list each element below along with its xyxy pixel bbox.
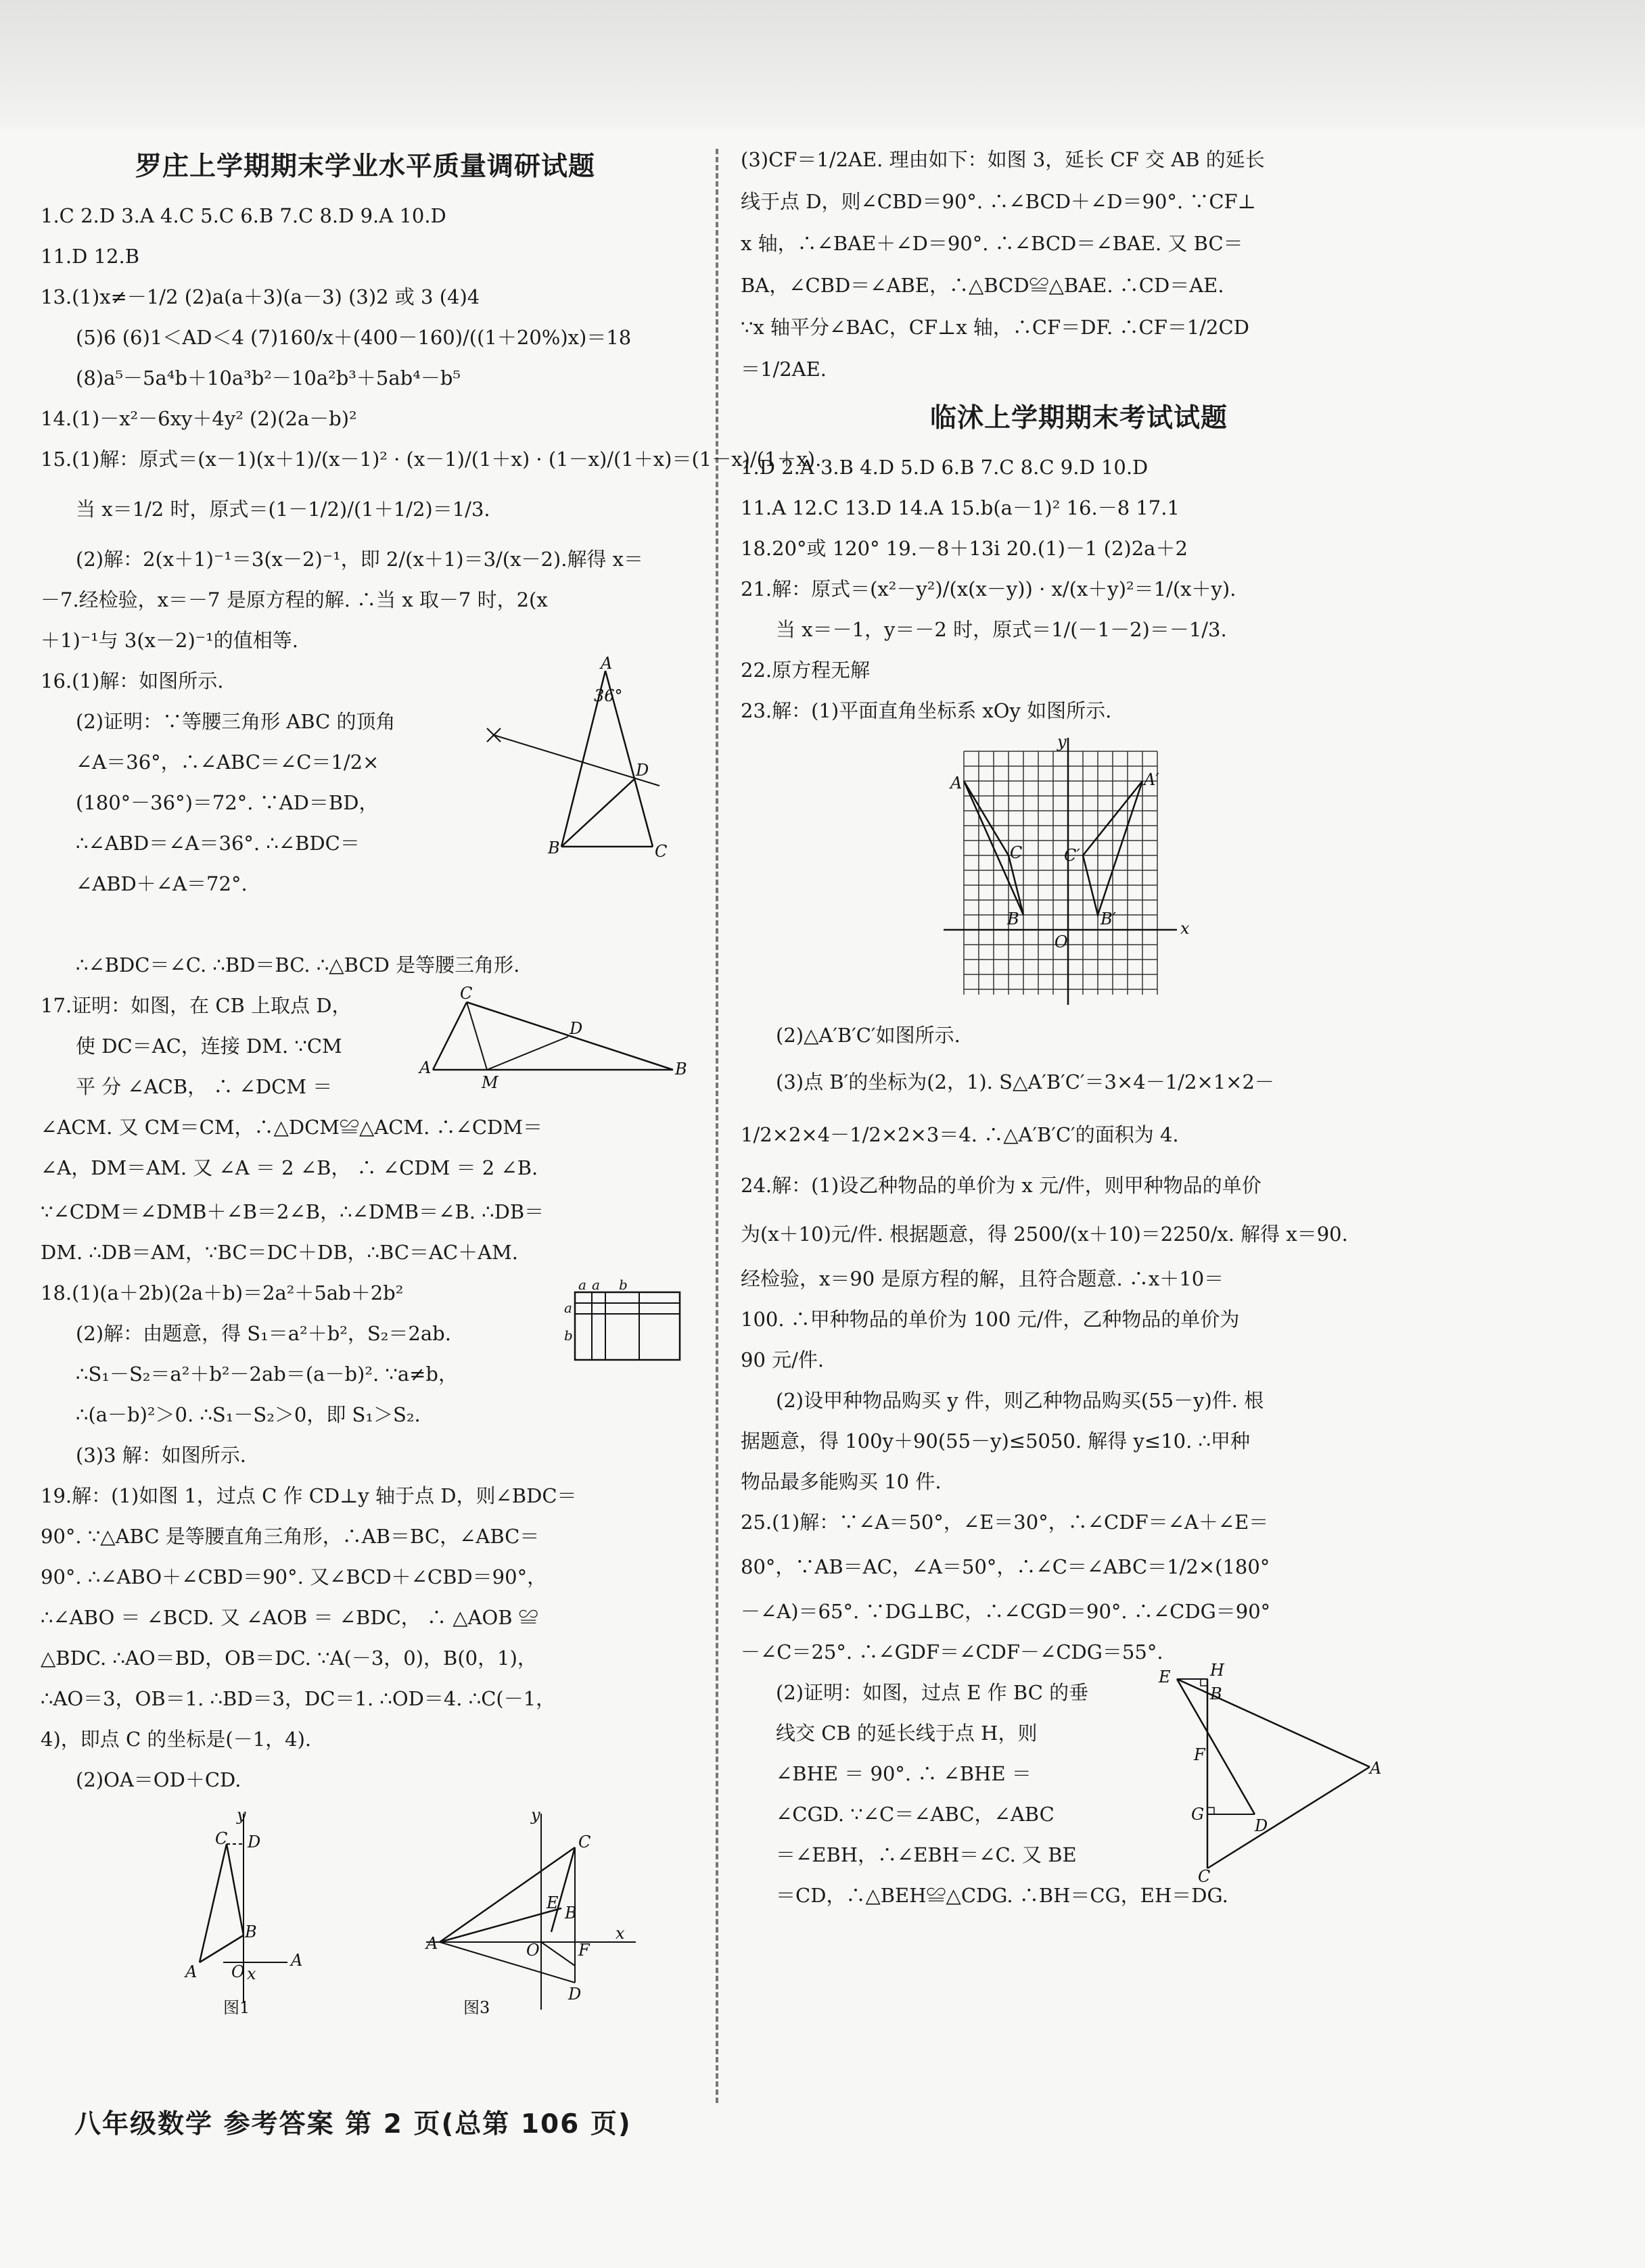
svg-text:O: O [1055, 932, 1068, 951]
svg-text:C: C [1010, 843, 1023, 862]
svg-text:A: A [950, 774, 963, 793]
answer-line: 4)，即点 C 的坐标是(－1，4). [41, 1728, 312, 1751]
answer-line: －∠A)＝65°. ∵DG⊥BC，∴∠CGD＝90°. ∴∠CDG＝90° [741, 1600, 1271, 1623]
svg-text:36°: 36° [594, 686, 623, 705]
answer-line: (2)解：由题意，得 S₁＝a²＋b²，S₂＝2ab. [76, 1322, 451, 1345]
answer-line: 1/2×2×4－1/2×2×3＝4. ∴△A′B′C′的面积为 4. [741, 1123, 1179, 1146]
svg-text:O: O [231, 1962, 245, 1981]
answer-line: 90°. ∴∠ABO＋∠CBD＝90°. 又∠BCD＋∠CBD＝90°， [41, 1565, 547, 1588]
answer-line: ∴∠BDC＝∠C. ∴BD＝BC. ∴△BCD 是等腰三角形. [76, 953, 520, 976]
svg-text:A: A [601, 654, 613, 673]
answer-line: 18.20°或 120° 19.－8＋13i 20.(1)－1 (2)2a＋2 [741, 537, 1188, 560]
answer-line: 14.(1)－x²－6xy＋4y² (2)(2a－b)² [41, 407, 357, 430]
answer-line: 80°，∵AB＝AC，∠A＝50°，∴∠C＝∠ABC＝1/2×(180° [741, 1555, 1270, 1578]
rectangle-tiling-figure [555, 1276, 690, 1371]
answer-line: (2)解：2(x＋1)⁻¹＝3(x－2)⁻¹，即 2/(x＋1)＝3/(x－2).解得 x＝ [76, 548, 644, 571]
svg-text:x: x [1180, 919, 1190, 938]
answer-line: 23.解：(1)平面直角坐标系 xOy 如图所示. [741, 699, 1112, 722]
q25-block [741, 1661, 1417, 1929]
answer-line: 90 元/件. [741, 1348, 825, 1371]
right-column [741, 139, 1417, 1929]
svg-text:B′: B′ [1100, 909, 1117, 928]
answer-line: 21.解：原式＝(x²－y²)/(x(x－y)) · x/(x＋y)²＝1/(x＋y). [741, 577, 1236, 600]
svg-text:B: B [245, 1922, 257, 1941]
svg-text:B: B [1210, 1684, 1222, 1703]
svg-text:a: a [564, 1300, 572, 1316]
scan-top-band [0, 0, 1645, 128]
grid-lines [964, 751, 1157, 995]
svg-text:x: x [616, 1924, 625, 1943]
triangle-ebc-figure [1153, 1661, 1382, 1886]
svg-text:B: B [548, 838, 560, 857]
svg-text:A: A [426, 1934, 438, 1953]
answer-line: 11.D 12.B [41, 245, 140, 268]
svg-text:x: x [247, 1964, 256, 1983]
answer-line: －∠C＝25°. ∴∠GDF＝∠CDF－∠CDG＝55°. [741, 1640, 1163, 1663]
answer-line: 据题意，得 100y＋90(55－y)≤5050. 解得 y≤10. ∴甲种 [741, 1430, 1250, 1452]
answer-line: (3)点 B′的坐标为(2，1). S△A′B′C′＝3×4－1/2×1×2－ [776, 1070, 1274, 1093]
svg-text:y: y [237, 1805, 246, 1824]
answer-line: (180°－36°)＝72°. ∵AD＝BD， [76, 791, 379, 814]
answer-line: BA，∠CBD＝∠ABE，∴△BCD≌△BAE. ∴CD＝AE. [741, 274, 1224, 297]
svg-text:O: O [526, 1941, 540, 1960]
svg-text:b: b [619, 1277, 628, 1293]
svg-text:A: A [1370, 1759, 1382, 1778]
q17-block [41, 985, 690, 1191]
svg-text:A: A [185, 1962, 198, 1981]
answer-line: (2)OA＝OD＋CD. [76, 1768, 241, 1791]
answer-line: 90°. ∵△ABC 是等腰直角三角形，∴AB＝BC，∠ABC＝ [41, 1525, 540, 1548]
svg-text:D: D [636, 761, 649, 780]
svg-text:C: C [1198, 1867, 1211, 1886]
answer-line: ∠A，DM＝AM. 又 ∠A ＝ 2 ∠B， ∴ ∠CDM ＝ 2 ∠B. [41, 1156, 538, 1179]
answer-line: ∠CGD. ∵∠C＝∠ABC，∠ABC [776, 1803, 1055, 1826]
answer-line: 18.(1)(a＋2b)(2a＋b)＝2a²＋5ab＋2b² [41, 1281, 404, 1304]
answer-line: (2)证明：∵等腰三角形 ABC 的顶角 [76, 710, 396, 733]
answer-line: ∠BHE ＝ 90°. ∴ ∠BHE ＝ [776, 1762, 1032, 1785]
answer-line: 经检验，x＝90 是原方程的解，且符合题意. ∴x＋10＝ [741, 1267, 1224, 1290]
coordinate-grid-figure [944, 732, 1214, 1008]
answer-line: 25.(1)解：∵∠A＝50°，∠E＝30°，∴∠CDF＝∠A＋∠E＝ [741, 1511, 1269, 1534]
answer-line: 22.原方程无解 [741, 659, 871, 682]
svg-text:y: y [531, 1805, 540, 1824]
svg-text:C′: C′ [1064, 846, 1080, 865]
answer-line: 当 x＝－1，y＝－2 时，原式＝1/(－1－2)＝－1/3. [776, 618, 1227, 641]
answer-line: 物品最多能购买 10 件. [741, 1470, 942, 1493]
svg-text:C: C [215, 1829, 228, 1848]
answer-line: ∴AO＝3，OB＝1. ∴BD＝3，DC＝1. ∴OD＝4. ∴C(－1， [41, 1687, 556, 1710]
answer-line: 平 分 ∠ACB， ∴ ∠DCM ＝ [76, 1075, 333, 1098]
answer-line: (5)6 (6)1＜AD＜4 (7)160/x＋(400－160)/((1＋20%)x)＝18 [76, 326, 632, 349]
svg-text:F: F [578, 1941, 590, 1960]
q19-figures [41, 1800, 690, 2030]
answer-line: 15.(1)解：原式＝(x－1)(x＋1)/(x－1)² · (x－1)/(1＋x) · (1－x)/(1＋x)＝(1－x)/(1＋x). [41, 448, 822, 471]
answer-line: 线交 CB 的延长线于点 H，则 [776, 1722, 1038, 1745]
answer-line: 线于点 D，则∠CBD＝90°. ∴∠BCD＋∠D＝90°. ∵CF⊥ [741, 190, 1256, 213]
svg-text:B: B [565, 1904, 577, 1922]
column-divider [716, 149, 718, 2103]
answer-line: ＝1/2AE. [741, 358, 827, 381]
figure-1-caption: 图1 [223, 1998, 250, 2017]
svg-text:M: M [482, 1073, 499, 1092]
answer-line: ∵∠CDM＝∠DMB＋∠B＝2∠B，∴∠DMB＝∠B. ∴DB＝ [41, 1200, 545, 1223]
answer-line: (3)3 解：如图所示. [76, 1444, 246, 1467]
svg-text:b: b [564, 1327, 573, 1344]
answer-line: －7.经检验，x＝－7 是原方程的解. ∴当 x 取－7 时，2(x [41, 588, 548, 611]
svg-text:A′: A′ [1144, 770, 1159, 789]
svg-text:D: D [568, 1985, 582, 2004]
svg-text:a: a [592, 1277, 600, 1293]
svg-text:D: D [570, 1019, 583, 1038]
answer-line: ∵x 轴平分∠BAC，CF⊥x 轴，∴CF＝DF. ∴CF＝1/2CD [741, 316, 1249, 339]
q18-block [41, 1273, 690, 1475]
svg-text:C: C [578, 1833, 591, 1851]
answer-line: ∴∠ABD＝∠A＝36°. ∴∠BDC＝ [76, 832, 360, 855]
answer-line: 1.C 2.D 3.A 4.C 5.C 6.B 7.C 8.D 9.A 10.D [41, 204, 446, 227]
answer-line: (2)证明：如图，过点 E 作 BC 的垂 [776, 1681, 1089, 1704]
answer-line: x 轴，∴∠BAE＋∠D＝90°. ∴∠BCD＝∠BAE. 又 BC＝ [741, 232, 1243, 255]
triangle-acb-figure [419, 985, 690, 1093]
svg-text:D: D [1255, 1816, 1268, 1835]
svg-text:C: C [460, 984, 473, 1003]
answer-line: 1.D 2.A 3.B 4.D 5.D 6.B 7.C 8.C 9.D 10.D [741, 456, 1149, 479]
answer-line: (8)a⁵－5a⁴b＋10a³b²－10a²b³＋5ab⁴－b⁵ [76, 367, 461, 389]
triangle-abd-figure [473, 654, 697, 864]
answer-line: ＋1)⁻¹与 3(x－2)⁻¹的值相等. [41, 629, 298, 652]
answer-line: ∠A＝36°，∴∠ABC＝∠C＝1/2× [76, 751, 379, 774]
answer-line: ∴∠ABO ＝ ∠BCD. 又 ∠AOB ＝ ∠BDC， ∴ △AOB ≌ [41, 1606, 538, 1629]
answer-line: DM. ∴DB＝AM，∵BC＝DC＋DB，∴BC＝AC＋AM. [41, 1241, 518, 1264]
svg-text:D: D [248, 1833, 261, 1851]
svg-text:G: G [1191, 1805, 1205, 1824]
svg-text:A: A [291, 1951, 303, 1970]
answer-line: ＝∠EBH，∴∠EBH＝∠C. 又 BE [776, 1843, 1077, 1866]
answer-line: 11.A 12.C 13.D 14.A 15.b(a－1)² 16.－8 17.1 [741, 496, 1180, 519]
answer-line: 19.解：(1)如图 1，过点 C 作 CD⊥y 轴于点 D，则∠BDC＝ [41, 1484, 577, 1507]
section-title-linshu: 临沭上学期期末考试试题 [929, 403, 1228, 433]
answer-line: △BDC. ∴AO＝BD，OB＝DC. ∵A(－3，0)，B(0，1)， [41, 1647, 537, 1670]
q16-block [41, 654, 690, 945]
answer-line: (2)△A′B′C′如图所示. [776, 1024, 960, 1047]
svg-text:E: E [1159, 1668, 1171, 1686]
answer-line: 24.解：(1)设乙种物品的单价为 x 元/件，则甲种物品的单价 [741, 1174, 1261, 1197]
answer-line: 为(x＋10)元/件. 根据题意，得 2500/(x＋10)＝2250/x. 解得 x＝90. [741, 1223, 1348, 1246]
answer-line: ∴S₁－S₂＝a²＋b²－2ab＝(a－b)². ∵a≠b， [76, 1363, 458, 1386]
answer-line: 使 DC＝AC，连接 DM. ∵CM [76, 1035, 342, 1058]
answer-line: 16.(1)解：如图所示. [41, 669, 224, 692]
figure-3-caption: 图3 [463, 1998, 490, 2017]
svg-text:E: E [547, 1893, 559, 1912]
q23-grid-block [741, 731, 1417, 1015]
section-title-luozhuang: 罗庄上学期期末学业水平质量调研试题 [135, 151, 595, 182]
answer-line: 13.(1)x≠－1/2 (2)a(a＋3)(a－3) (3)2 或 3 (4)4 [41, 285, 480, 308]
answer-line: 17.证明：如图，在 CB 上取点 D， [41, 994, 352, 1017]
page-footer: 八年级数学 参考答案 第 2 页(总第 106 页) [74, 2109, 632, 2140]
figure-1 [169, 1807, 406, 2023]
answer-line: ∠ACM. 又 CM＝CM，∴△DCM≌△ACM. ∴∠CDM＝ [41, 1116, 542, 1139]
svg-text:F: F [1194, 1745, 1205, 1764]
answer-line: 100. ∴甲种物品的单价为 100 元/件，乙种物品的单价为 [741, 1308, 1240, 1331]
answer-line: ＝CD，∴△BEH≌△CDG. ∴BH＝CG，EH＝DG. [776, 1884, 1228, 1907]
answer-line: ∴(a－b)²＞0. ∴S₁－S₂＞0，即 S₁＞S₂. [76, 1403, 421, 1426]
svg-text:H: H [1210, 1661, 1224, 1680]
answer-line: ∠ABD＋∠A＝72°. [76, 872, 248, 895]
figure-3 [413, 1807, 670, 2023]
answer-line: (3)CF＝1/2AE. 理由如下：如图 3，延长 CF 交 AB 的延长 [741, 148, 1265, 171]
svg-text:C: C [655, 842, 668, 861]
svg-text:y: y [1057, 732, 1067, 751]
svg-text:a: a [578, 1277, 586, 1293]
svg-text:B: B [1007, 909, 1019, 928]
answer-line: (2)设甲种物品购买 y 件，则乙种物品购买(55－y)件. 根 [776, 1389, 1264, 1412]
answer-line: 当 x＝1/2 时，原式＝(1－1/2)/(1＋1/2)＝1/3. [76, 498, 490, 521]
svg-text:A: A [419, 1058, 432, 1077]
svg-text:B: B [675, 1060, 687, 1079]
